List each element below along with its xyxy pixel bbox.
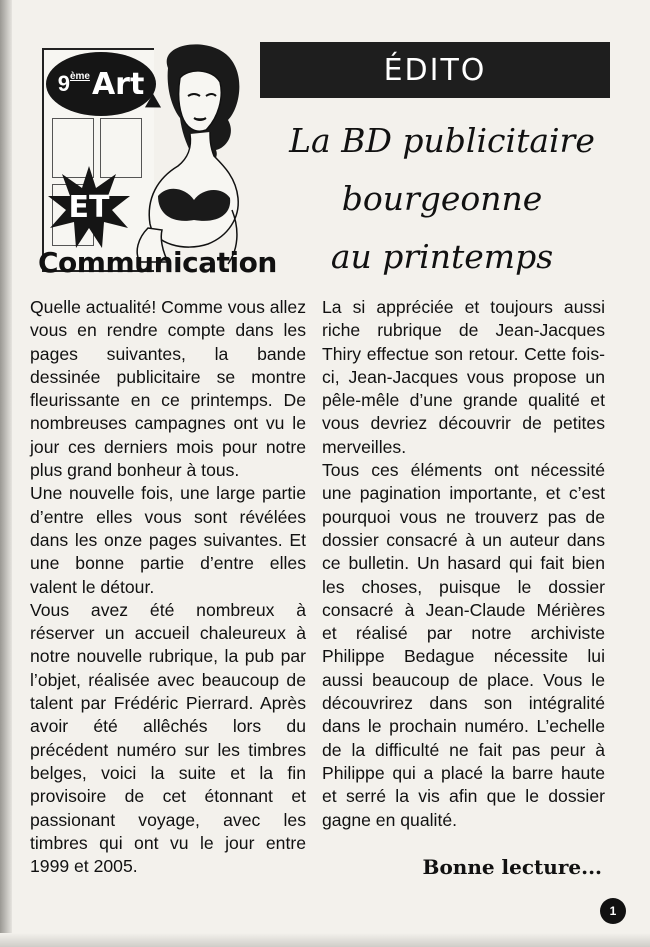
logo-communication: Communication: [38, 246, 277, 279]
right-paragraph-2: Tous ces éléments ont nécessité une pagination importante, et c’est pourquoi vous ne trouverz pas de dossier consacré à un auteur dans ce bulletin. Un hasard qui fait bien les choses, puisque le dossier consacré à Jean-Claude Mérières et réalisé par notre archiviste Philippe Bedague nécessite lui aussi beaucoup de place. Vous le découvrirez dans son intégralité dans le prochain numéro. L’echelle de la difficulté ne fait pas peur à Philippe qui a placé la barre haute et serré la vis afin que le dossier gagne en qualité.: [322, 460, 605, 830]
logo-nine: 9: [57, 71, 70, 96]
right-text-column: [322, 296, 605, 832]
neuvieme-art-speech-bubble: [46, 52, 156, 116]
edito-title: ÉDITO: [383, 52, 487, 88]
left-paragraph-2: Une nouvelle fois, une large partie d’entre elles vous sont révélées dans les onze pages suivantes. Et une bonne partie d’entre elles valent le détour.: [30, 483, 306, 597]
logo-et: ET: [68, 189, 110, 225]
page-number-badge: 1: [600, 898, 626, 924]
left-paragraph-3: Vous avez été nombreux à réserver un accueil chaleureux à notre nouvelle rubrique, la pub par l’objet, réalisée avec beaucoup de talent par Frédéric Pierrard. Après avoir été allêchés lors du précédent numéro sur les timbres belges, voici la suite et la fin provisoire de cet étonnant et passionant voyage, avec les timbres qui ont vu le jour entre 1999 et 2005.: [30, 599, 306, 877]
page-edge-shadow: [0, 0, 12, 947]
edito-banner: [260, 42, 610, 98]
right-paragraph-1: La si appréciée et toujours aussi riche rubrique de Jean-Jacques Thiry effectue son retour. Cette fois-ci, Jean-Jacques vous propose un pêle-mêle d’une grande qualité et vous devriez découvrir de petites merveilles.: [322, 297, 605, 457]
headline-line-2: bourgeonne: [341, 179, 543, 218]
logo-art: Art: [91, 66, 145, 102]
signoff: Bonne lecture...: [422, 855, 602, 879]
logo-ordinal: ème: [69, 70, 90, 82]
headline-line-3: au printemps: [330, 237, 554, 276]
left-paragraph-1: Quelle actualité! Comme vous allez vous en rendre compte dans les pages suivantes, la bande dessinée publicitaire se montre fleurissante en ce printemps. De nombreuses campagnes ont vu le jour ces derniers mois pour notre plus grand bonheur à tous.: [30, 297, 306, 481]
headline-line-1: La BD publicitaire: [289, 121, 595, 160]
headline: [258, 112, 626, 286]
left-text-column: [30, 296, 306, 878]
page-bottom-shadow: [0, 933, 650, 947]
neuvieme-art-logo: [30, 38, 277, 279]
et-starburst: [48, 166, 130, 248]
